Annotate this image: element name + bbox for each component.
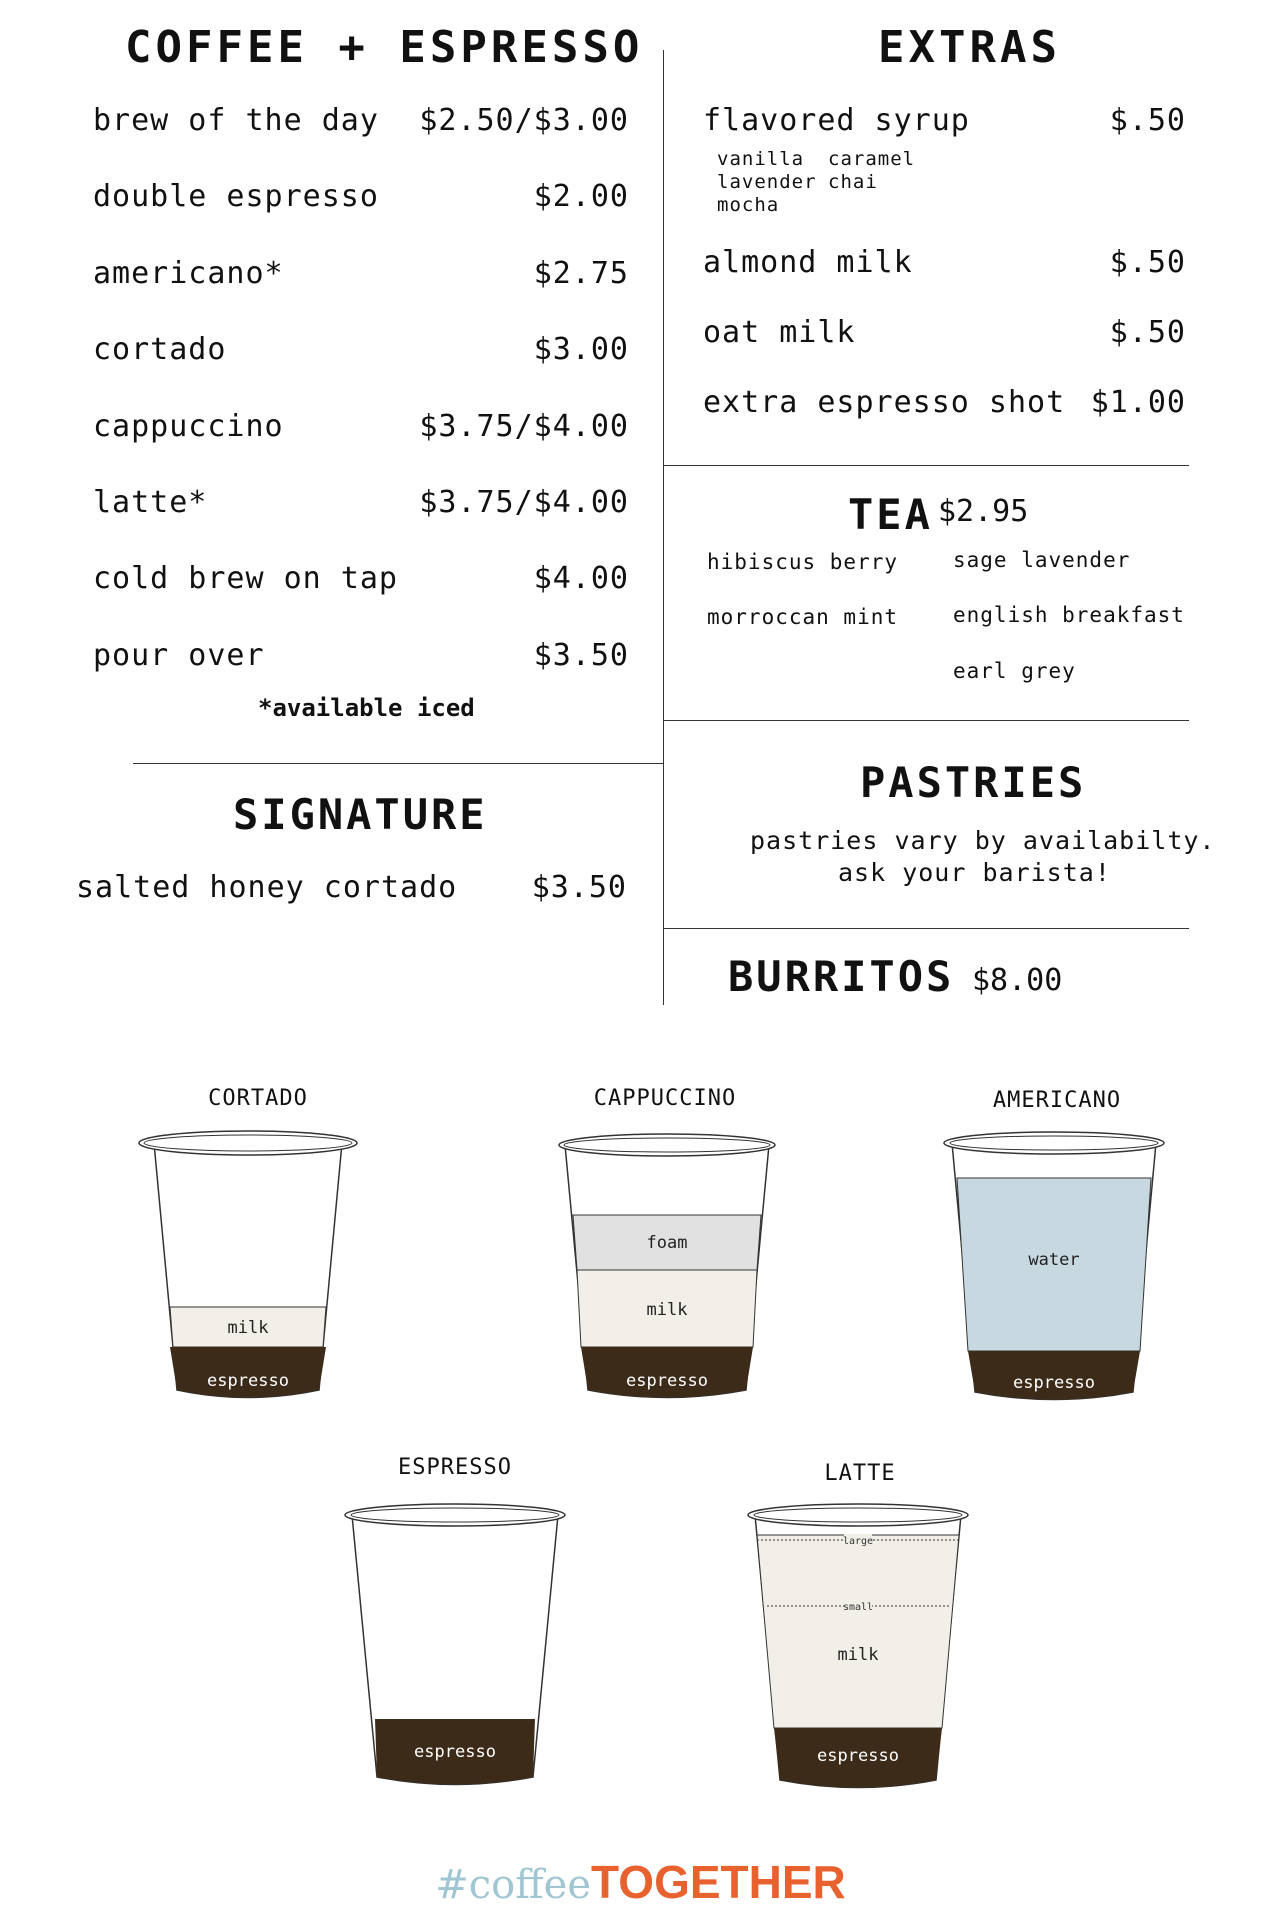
- tea-flavor: earl grey: [953, 659, 1076, 683]
- coffee-item-price: $3.75/$4.00: [419, 409, 629, 444]
- coffee-item-name: double espresso: [93, 179, 379, 214]
- signature-heading: SIGNATURE: [233, 790, 488, 839]
- tea-heading: TEA: [848, 490, 933, 539]
- burritos-heading: BURRITOS: [728, 952, 955, 1001]
- cappuccino-title: CAPPUCCINO: [593, 1086, 737, 1111]
- cortado-title: CORTADO: [208, 1086, 308, 1111]
- tea-price: $2.95: [938, 494, 1029, 529]
- espresso-cup-diagram: [342, 1490, 582, 1810]
- americano-cup-diagram: [942, 1115, 1182, 1425]
- layer-label: milk: [837, 1645, 879, 1665]
- coffee-item-price: $3.50: [533, 638, 629, 673]
- footer-tagline: [0, 1855, 1281, 1909]
- coffee-item-price: $3.75/$4.00: [419, 485, 629, 520]
- tea-flavor: hibiscus berry: [707, 550, 899, 574]
- coffee-item-price: $4.00: [533, 561, 629, 596]
- layer-label: milk: [227, 1318, 269, 1338]
- extras-item-price: $.50: [1109, 245, 1186, 280]
- latte-title: LATTE: [824, 1461, 896, 1486]
- layer-label: espresso: [207, 1371, 289, 1391]
- fill-mark: small: [842, 1602, 874, 1613]
- espresso-title: ESPRESSO: [398, 1455, 512, 1480]
- coffee-heading: COFFEE + ESPRESSO: [125, 22, 644, 73]
- section-divider: [663, 720, 1189, 721]
- section-divider: [133, 763, 663, 764]
- syrup-flavor: vanilla: [717, 148, 805, 170]
- coffee-item-price: $3.00: [533, 332, 629, 367]
- fill-mark: large: [842, 1536, 874, 1547]
- extras-item-name: extra espresso shot: [703, 385, 1066, 420]
- coffee-item-name: latte*: [93, 485, 208, 520]
- layer-label: foam: [646, 1233, 688, 1253]
- iced-note: *available iced: [258, 694, 475, 722]
- pastries-note: pastries vary by availabilty.: [750, 826, 1216, 855]
- syrup-flavor: lavender: [717, 171, 817, 193]
- syrup-flavor: mocha: [717, 194, 780, 216]
- layer-label: espresso: [414, 1742, 496, 1762]
- americano-title: AMERICANO: [992, 1088, 1122, 1113]
- column-divider: [663, 50, 664, 1005]
- coffee-item-price: $2.75: [533, 256, 629, 291]
- extras-heading: EXTRAS: [878, 22, 1061, 73]
- signature-item-price: $3.50: [531, 870, 627, 905]
- layer-label: espresso: [817, 1746, 899, 1766]
- hashtag-text: #coffee: [435, 1862, 592, 1908]
- extras-item-name: almond milk: [703, 245, 913, 280]
- coffee-item-name: cappuccino: [93, 409, 284, 444]
- cappuccino-cup-diagram: [555, 1115, 795, 1425]
- tea-flavor: sage lavender: [953, 548, 1131, 572]
- coffee-item-name: cortado: [93, 332, 227, 367]
- extras-item-price: $1.00: [1090, 385, 1186, 420]
- coffee-item-name: brew of the day: [93, 103, 379, 138]
- extras-item-name: oat milk: [703, 315, 856, 350]
- tea-flavor: morroccan mint: [707, 605, 899, 629]
- layer-label: water: [1028, 1250, 1080, 1270]
- extras-item-price: $.50: [1109, 103, 1186, 138]
- brand-text: TOGETHER: [591, 1856, 846, 1908]
- tea-flavor: english breakfast: [953, 603, 1185, 627]
- section-divider: [663, 465, 1189, 466]
- coffee-item-name: cold brew on tap: [93, 561, 398, 596]
- cortado-cup-diagram: [138, 1115, 378, 1425]
- syrup-flavor: chai: [828, 171, 878, 193]
- coffee-item-name: pour over: [93, 638, 265, 673]
- coffee-item-name: americano*: [93, 256, 284, 291]
- coffee-item-price: $2.00: [533, 179, 629, 214]
- extras-item-name: flavored syrup: [703, 103, 970, 138]
- layer-label: milk: [646, 1300, 688, 1320]
- signature-item-name: salted honey cortado: [76, 870, 458, 905]
- burritos-price: $8.00: [972, 963, 1063, 998]
- syrup-flavor: caramel: [828, 148, 916, 170]
- layer-label: espresso: [1013, 1373, 1095, 1393]
- pastries-note: ask your barista!: [838, 858, 1111, 887]
- layer-label: espresso: [626, 1371, 708, 1391]
- section-divider: [663, 928, 1189, 929]
- extras-item-price: $.50: [1109, 315, 1186, 350]
- latte-cup-diagram: [745, 1490, 985, 1810]
- pastries-heading: PASTRIES: [860, 758, 1087, 807]
- coffee-item-price: $2.50/$3.00: [419, 103, 629, 138]
